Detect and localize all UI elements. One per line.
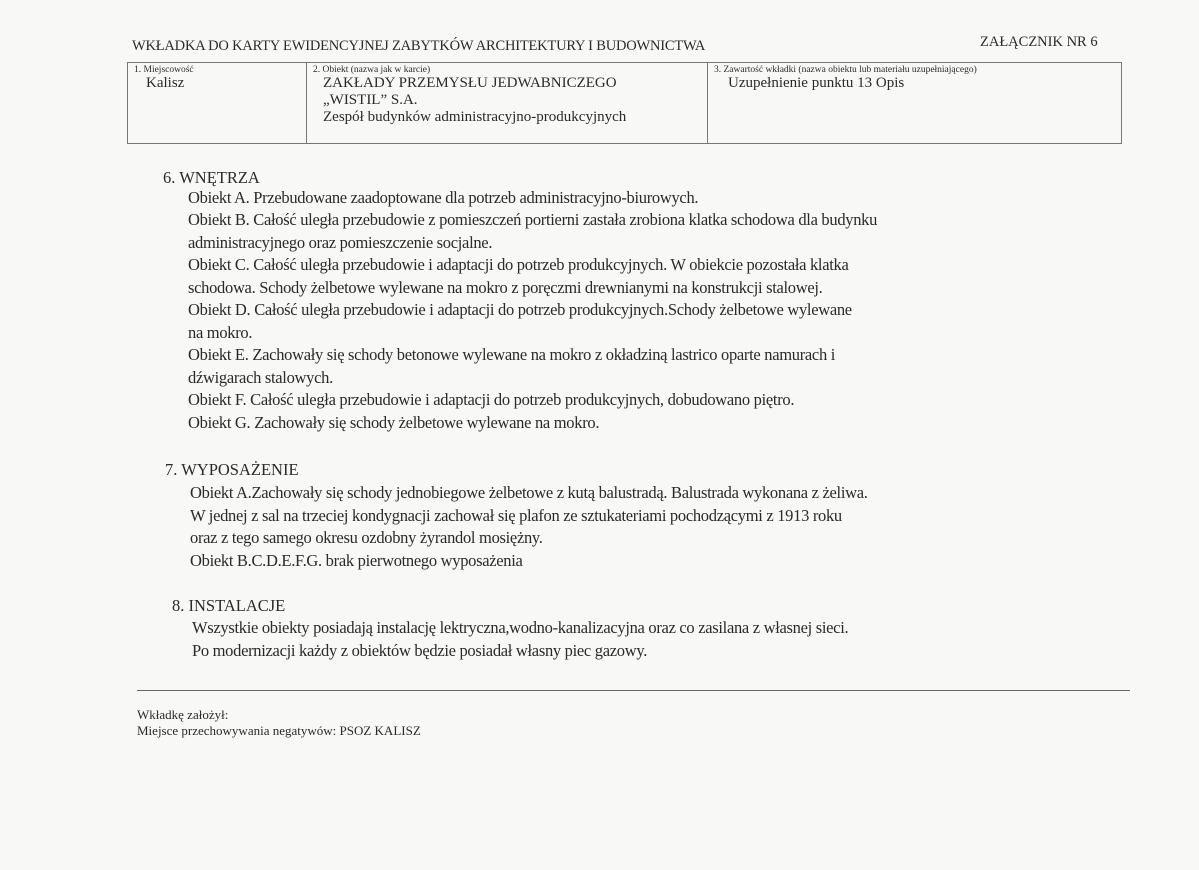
section-text-line: na mokro. xyxy=(188,323,253,342)
section-text-line: Wszystkie obiekty posiadają instalację lektryczna,wodno-kanalizacyjna oraz co zasilana z własnej sieci. xyxy=(192,618,849,637)
section-text-line: administracyjnego oraz pomieszczenie socjalne. xyxy=(188,233,493,252)
divider xyxy=(137,690,1130,691)
section-heading: 7. WYPOSAŻENIE xyxy=(165,460,299,479)
object-name-line: „WISTIL” S.A. xyxy=(323,92,418,108)
section-text-line: Obiekt A. Przebudowane zaadoptowane dla potrzeb administracyjno-biurowych. xyxy=(188,188,699,207)
contents-label: 3. Zawartość wkładki (nazwa obiektu lub materiału uzupełniającego) xyxy=(714,65,977,75)
section-text-line: schodowa. Schody żelbetowe wylewane na mokro z poręczmi drewnianymi na konstrukcji stalowej. xyxy=(188,278,823,297)
section-text-line: Po modernizacji każdy z obiektów będzie posiadał własny piec gazowy. xyxy=(192,641,648,660)
section-text-line: Obiekt F. Całość uległa przebudowie i adaptacji do potrzeb produkcyjnych, dobudowano piętro. xyxy=(188,390,795,409)
annex-number: ZAŁĄCZNIK NR 6 xyxy=(980,34,1098,50)
section-text-line: Obiekt B.C.D.E.F.G. brak pierwotnego wyposażenia xyxy=(190,551,523,570)
locality-value: Kalisz xyxy=(146,75,185,91)
negatives-location: Miejsce przechowywania negatywów: PSOZ KALISZ xyxy=(137,723,421,738)
object-label: 2. Obiekt (nazwa jak w karcie) xyxy=(313,65,431,75)
created-by: Wkładkę założył: xyxy=(137,707,229,722)
section-text-line: Obiekt E. Zachowały się schody betonowe wylewane na mokro z okładziną lastrico oparte namurach i xyxy=(188,345,836,364)
section-heading: 8. INSTALACJE xyxy=(172,596,286,615)
section-text-line: Obiekt B. Całość uległa przebudowie z pomieszczeń portierni zastała zrobiona klatka schodowa dla budynku xyxy=(188,210,878,229)
object-name-line: Zespół budynków administracyjno-produkcyjnych xyxy=(323,109,627,125)
section-text-line: Obiekt G. Zachowały się schody żelbetowe wylewane na mokro. xyxy=(188,413,600,432)
object-cell xyxy=(307,63,708,144)
section-text-line: Obiekt C. Całość uległa przebudowie i adaptacji do potrzeb produkcyjnych. W obiekcie pozostała klatka xyxy=(188,255,849,274)
document-title: WKŁADKA DO KARTY EWIDENCYJNEJ ZABYTKÓW ARCHITEKTURY I BUDOWNICTWA xyxy=(132,38,706,54)
section-text-line: dźwigarach stalowych. xyxy=(188,368,333,387)
section-text-line: Obiekt A.Zachowały się schody jednobiegowe żelbetowe z kutą balustradą. Balustrada wykonana z żeliwa. xyxy=(190,483,868,502)
contents-cell xyxy=(708,63,1122,144)
section-heading: 6. WNĘTRZA xyxy=(163,168,260,187)
object-name-line: ZAKŁADY PRZEMYSŁU JEDWABNICZEGO xyxy=(323,75,617,91)
header-table xyxy=(127,62,1122,144)
section-text-line: Obiekt D. Całość uległa przebudowie i adaptacji do potrzeb produkcyjnych.Schody żelbetowe wylewane xyxy=(188,300,852,319)
locality-cell xyxy=(128,63,307,144)
section-text-line: W jednej z sal na trzeciej kondygnacji zachował się plafon ze sztukateriami pochodzącymi z 1913 roku xyxy=(190,506,842,525)
contents-value: Uzupełnienie punktu 13 Opis xyxy=(728,75,905,91)
section-text-line: oraz z tego samego okresu ozdobny żyrandol mosiężny. xyxy=(190,528,543,547)
locality-label: 1. Miejscowość xyxy=(134,65,194,75)
